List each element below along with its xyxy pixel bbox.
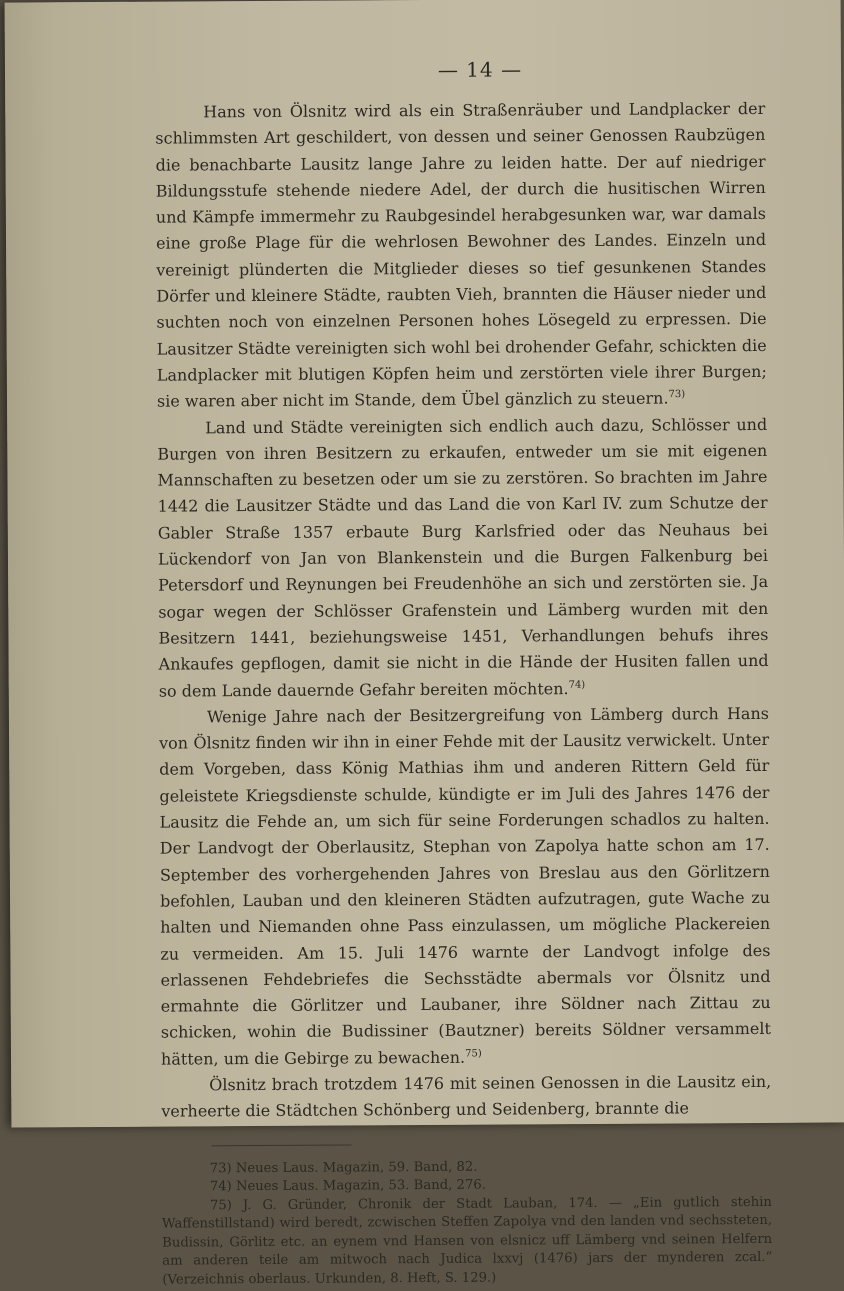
paragraph-text: Land und Städte vereinigten sich endlich auch dazu, Schlösser und Burgen von ihren Besitzern zu erkaufen, entweder um sie mit eigenen Mannschaften zu besetzen oder um sie zu zerstören. So brachten im Jahre 1442 die Lausitzer Städte und das Land die von Karl IV. zum Schutze der Gabler Straße 1357 erbaute Burg Karlsfried oder das Neuhaus bei Lückendorf von Jan von Blankenstein und die Burgen Falkenburg bei Petersdorf und Reynungen bei Freudenhöhe an sich und zerstörten sie. Ja sogar wegen der Schlösser Grafenstein und Lämberg wurden mit den Besitzern 1441, beziehungsweise 1451, Verhandlungen behufs ihres Ankaufes gepflogen, damit sie nicht in die Hände der Husiten fallen und so dem Lande dauernde Gefahr bereiten möchten.	[157, 414, 769, 701]
book-page	[5, 0, 844, 1288]
footnote-ref: 75)	[465, 1048, 482, 1060]
paragraph	[157, 411, 769, 704]
paragraph	[155, 96, 767, 415]
footnote-divider	[212, 1144, 352, 1146]
footnote: 75) J. G. Gründer, Chronik der Stadt Lauban, 174. — „Ein gutlich stehin Waffenstillstand) wird beredt, zcwischen Steffen Zapolya vnd den landen vnd sechssteten, Budissin, Görlitz etc. an eynem vnd Hansen von elsnicz uff Lämberg vnd seinen Helfern am anderen teile am mitwoch nach Judica lxxvj (1476) jars der mynderen zcal.“ (Verzeichnis oberlaus. Urkunden, 8. Heft, S. 129.)	[161, 1194, 773, 1288]
footnote-ref: 74)	[568, 679, 586, 691]
paragraph	[161, 1069, 771, 1125]
footnote: 74) Neues Laus. Magazin, 53. Band, 276.	[209, 1177, 486, 1195]
page-number: — 14 —	[437, 57, 523, 82]
paragraph	[159, 701, 771, 1073]
body-text	[155, 96, 771, 1125]
paragraph-text: Ölsnitz brach trotzdem 1476 mit seinen Genossen in die Lausitz ein, verheerte die Städtchen Schönberg und Seidenberg, brannte die	[161, 1071, 772, 1121]
footnote-ref: 73)	[668, 389, 686, 401]
footnotes	[162, 1156, 773, 1289]
page-content	[155, 56, 773, 1290]
footnote: 73) Neues Laus. Magazin, 59. Band, 82.	[209, 1159, 478, 1176]
paragraph-text: Wenige Jahre nach der Besitzergreifung von Lämberg durch Hans von Ölsnitz finden wir ihn in einer Fehde mit der Lausitz verwickelt. Unter dem Vorgeben, dass König Mathias ihm und anderen Rittern Geld für geleistete Kriegsdienste schulde, kündigte er im Juli des Jahres 1476 der Lausitz die Fehde an, um sich für seine Forderungen schadlos zu halten. Der Landvogt der Oberlausitz, Stephan von Zapolya hatte schon am 17. September des vorhergehenden Jahres von Breslau aus den Görlitzern befohlen, Lauban und den kleineren Städten aufzutragen, gute Wache zu halten und Niemanden ohne Pass einzulassen, um mögliche Plackereien zu vermeiden. Am 15. Juli 1476 warnte der Landvogt infolge des erlassenen Fehdebriefes die Sechsstädte abermals vor Ölsnitz und ermahnte die Görlitzer und Laubaner, ihre Söldner nach Zittau zu schicken, wohin die Budissiner (Bautzner) bereits Söldner versammelt hätten, um die Gebirge zu bewachen.	[159, 703, 771, 1069]
paragraph-text: Hans von Ölsnitz wird als ein Straßenräuber und Landplacker der schlimmsten Art geschildert, von dessen und seiner Genossen Raubzügen die benachbarte Lausitz lange Jahre zu leiden hatte. Der auf niedriger Bildungsstufe stehende niedere Adel, der durch die husitischen Wirren und Kämpfe immermehr zu Raubgesindel herabgesunken war, war damals eine große Plage für die wehrlosen Bewohner des Landes. Einzeln und vereinigt plünderten die Mitglieder dieses so tief gesunkenen Standes Dörfer und kleinere Städte, raubten Vieh, brannten die Häuser nieder und suchten noch von einzelnen Personen hohes Lösegeld zu erpressen. Die Lausitzer Städte vereinigten sich wohl bei drohender Gefahr, schickten die Landplacker mit blutigen Köpfen heim und zerstörten viele ihrer Burgen; sie waren aber nicht im Stande, dem Übel gänzlich zu steuern.	[155, 98, 767, 411]
